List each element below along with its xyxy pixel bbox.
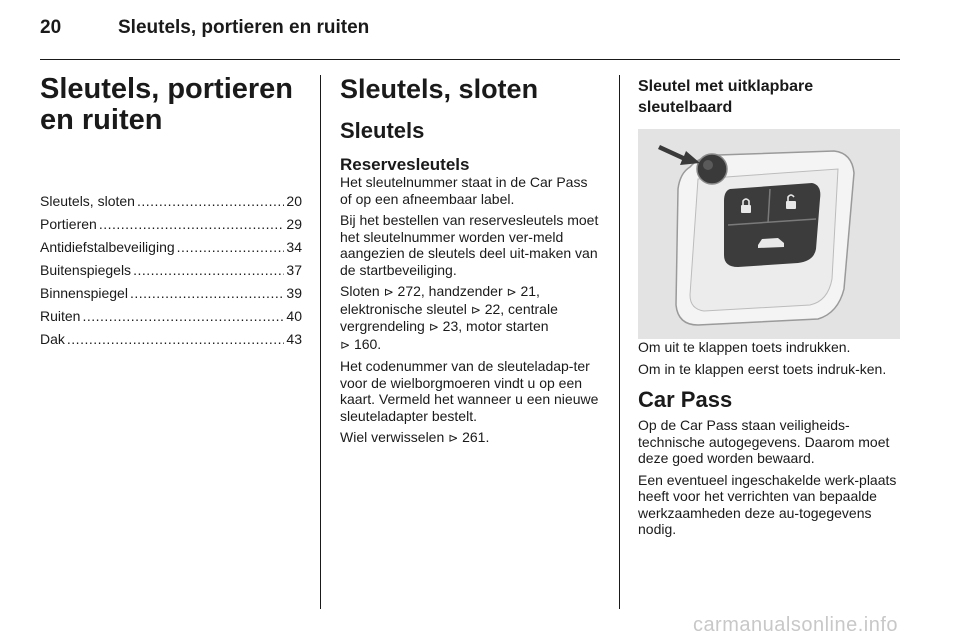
toc-leader: [82, 305, 284, 328]
toc-page: 29: [286, 216, 302, 232]
toc-page: 43: [286, 331, 302, 347]
column-divider-right: [619, 75, 620, 609]
toc-page: 20: [286, 193, 302, 209]
toc-leader: [67, 328, 285, 351]
ref-text: elektronische sleutel: [340, 300, 471, 317]
ref-link[interactable]: 23, motor starten: [438, 318, 549, 334]
toc-page: 39: [286, 285, 302, 301]
paragraph-car-pass: Op de Car Pass staan veiligheids-technische autogegevens. Daarom moet deze goed worden bewaard.: [638, 417, 890, 466]
toc-item-buitenspiegels[interactable]: [40, 259, 302, 282]
page-ref-icon: ⊳: [470, 302, 481, 317]
toc-item-ruiten[interactable]: [40, 305, 302, 328]
running-title: Sleutels, portieren en ruiten: [118, 17, 370, 38]
paragraph-ordering: Bij het bestellen van reservesleutels moet het sleutelnummer worden ver-meld aangezien de sleutels deel uit-maken van de startbeveiliging.: [340, 212, 599, 278]
section-title: Sleutels, sloten: [340, 74, 539, 104]
ref-link[interactable]: 261.: [458, 429, 490, 445]
page-ref-icon: ⊳: [428, 320, 439, 334]
paragraph-unfold: Om uit te klappen toets indrukken.: [638, 339, 851, 355]
toc-label: Dak: [40, 331, 65, 347]
paragraph-fold: Om in te klappen eerst toets indruk-ken.: [638, 360, 887, 377]
toc-label: Buitenspiegels: [40, 262, 132, 278]
release-button: [697, 154, 727, 184]
flip-key-drawing: [638, 129, 900, 339]
ref-text: Sloten: [340, 283, 384, 299]
toc-label: Portieren: [40, 216, 97, 232]
keys-locks-column: [340, 74, 602, 452]
toc-item-dak[interactable]: [40, 328, 302, 351]
ref-link[interactable]: 21,: [516, 283, 540, 299]
ref-link[interactable]: 160.: [350, 335, 382, 352]
page-header: [0, 0, 960, 60]
ref-link[interactable]: 272, handzender: [393, 283, 507, 299]
toc-leader: [130, 282, 284, 305]
toc-item-sleutels-sloten[interactable]: [40, 190, 302, 213]
column-divider-left: [320, 75, 321, 609]
flip-key-illustration: [638, 129, 900, 339]
chapter-column: [40, 74, 302, 351]
heading-reservesleutels: Reservesleutels: [340, 155, 470, 174]
toc-page: 34: [286, 239, 302, 255]
toc-page: 40: [286, 308, 302, 324]
watermark: carmanualsonline.info: [692, 614, 898, 636]
paragraph-references: [340, 283, 602, 353]
toc-item-binnenspiegel[interactable]: [40, 282, 302, 305]
ref-link[interactable]: 22, centrale: [480, 300, 558, 317]
header-rule: [40, 59, 900, 60]
toc-leader: [137, 190, 284, 213]
chapter-title: Sleutels, portieren en ruiten: [40, 73, 294, 136]
toc-page: 37: [286, 262, 302, 278]
table-of-contents: [40, 190, 302, 351]
paragraph-wheel-adapter: Het codenummer van de sleuteladap-ter voor de wielborgmoeren vindt u op een kaart. Vermeld het wanneer u een nieuwe sleuteladapter bestelt.: [340, 358, 599, 424]
page-ref-icon: ⊳: [340, 337, 351, 352]
paragraph-wheel-change: [340, 429, 602, 447]
page-number: 20: [40, 17, 62, 38]
toc-item-antidiefstalbeveiliging[interactable]: [40, 236, 302, 259]
toc-label: Sleutels, sloten: [40, 193, 135, 209]
paragraph-key-number: Het sleutelnummer staat in de Car Pass of op een afneembaar label.: [340, 174, 588, 207]
flip-key-column: [638, 76, 900, 543]
toc-leader: [177, 236, 285, 259]
page-ref-icon: ⊳: [506, 285, 517, 299]
heading-flip-key: Sleutel met uitklapbare sleutelbaard: [638, 78, 814, 116]
toc-label: Ruiten: [40, 308, 81, 324]
page-ref-icon: ⊳: [383, 285, 394, 299]
toc-leader: [133, 259, 284, 282]
subsection-title: Sleutels: [340, 118, 425, 143]
ref-text: vergrendeling: [340, 318, 429, 334]
toc-label: Antidiefstalbeveiliging: [40, 239, 175, 255]
toc-leader: [99, 213, 285, 236]
paragraph-workshop: Een eventueel ingeschakelde werk-plaats heeft voor het verrichten van bepaalde werkzaamheden deze au-togegevens nodig.: [638, 471, 897, 537]
page-ref-icon: ⊳: [448, 431, 459, 445]
heading-car-pass: Car Pass: [638, 387, 733, 412]
ref-text: Wiel verwisselen: [340, 429, 449, 445]
toc-item-portieren[interactable]: [40, 213, 302, 236]
toc-label: Binnenspiegel: [40, 285, 128, 301]
